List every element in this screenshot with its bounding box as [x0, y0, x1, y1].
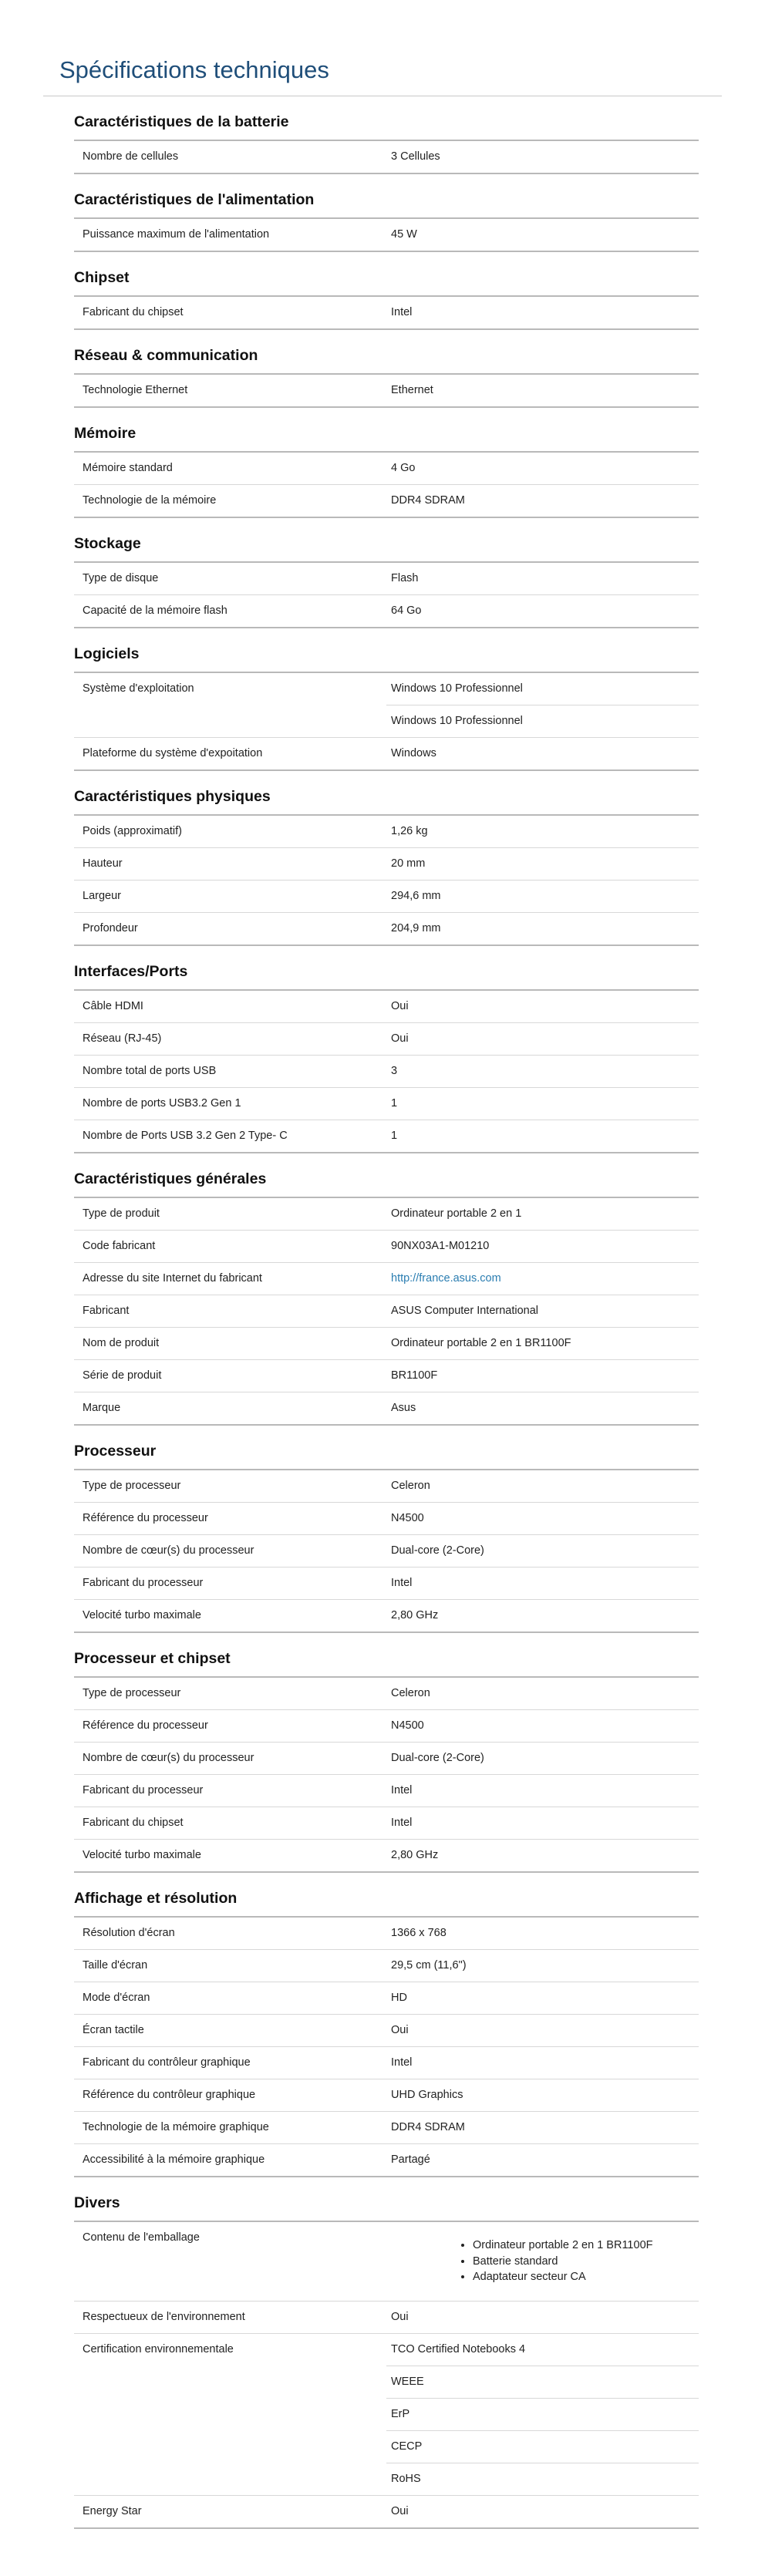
spec-label: Largeur	[83, 890, 121, 902]
section-title: Affichage et résolution	[74, 1890, 238, 1907]
spec-row	[74, 375, 699, 408]
spec-row	[74, 1023, 699, 1056]
spec-label: Nombre de cœur(s) du processeur	[83, 1752, 254, 1764]
spec-values	[386, 1775, 699, 1807]
spec-table	[74, 2221, 699, 2529]
spec-label: Code fabricant	[83, 1240, 156, 1252]
spec-value: Oui	[391, 2310, 409, 2323]
page-title: Spécifications techniques	[59, 56, 329, 83]
spec-row	[74, 219, 699, 252]
spec-label: Nombre de cellules	[83, 150, 179, 163]
spec-value: Windows	[391, 747, 436, 759]
spec-value: N4500	[391, 1719, 424, 1732]
spec-table	[74, 989, 699, 1153]
section-title: Caractéristiques de la batterie	[74, 113, 289, 130]
spec-values	[386, 1023, 699, 1055]
spec-values	[386, 1807, 699, 1839]
spec-value: 20 mm	[391, 857, 426, 870]
spec-values	[386, 991, 699, 1022]
spec-row	[74, 2144, 699, 2177]
spec-values	[386, 738, 699, 769]
spec-values	[386, 2079, 699, 2111]
spec-value: 2,80 GHz	[391, 1609, 439, 1621]
spec-table	[74, 217, 699, 252]
spec-label: Energy Star	[83, 2504, 142, 2517]
spec-row	[74, 2496, 699, 2529]
spec-value: Dual-core (2-Core)	[391, 1752, 484, 1764]
spec-section	[74, 1873, 699, 2177]
spec-values	[386, 1600, 699, 1631]
spec-section	[74, 1426, 699, 1633]
spec-value: 2,80 GHz	[391, 1849, 439, 1861]
spec-row	[74, 1982, 699, 2015]
spec-value: 1366 x 768	[391, 1927, 447, 1939]
spec-row	[74, 1088, 699, 1120]
spec-row	[74, 1295, 699, 1328]
spec-value: 4 Go	[391, 462, 416, 474]
spec-values	[386, 1392, 699, 1424]
spec-section	[74, 771, 699, 946]
spec-values	[386, 1198, 699, 1230]
spec-value: BR1100F	[391, 1369, 438, 1382]
spec-label: Puissance maximum de l'alimentation	[83, 228, 270, 241]
spec-label: Velocité turbo maximale	[83, 1609, 201, 1621]
spec-row	[74, 1678, 699, 1710]
spec-values	[386, 141, 699, 173]
spec-value: N4500	[391, 1512, 424, 1524]
spec-label: Fabricant du contrôleur graphique	[83, 2056, 251, 2069]
spec-value: TCO Certified Notebooks 4	[391, 2342, 526, 2355]
section-title: Caractéristiques générales	[74, 1170, 267, 1187]
spec-label: Adresse du site Internet du fabricant	[83, 1272, 262, 1285]
spec-values	[386, 673, 699, 737]
spec-label: Référence du processeur	[83, 1719, 208, 1732]
spec-label: Fabricant du processeur	[83, 1784, 204, 1796]
spec-label: Fabricant du chipset	[83, 306, 184, 318]
spec-table	[74, 561, 699, 628]
spec-value: Oui	[391, 1000, 409, 1012]
spec-section	[74, 1633, 699, 1873]
spec-row	[74, 1503, 699, 1535]
spec-table	[74, 140, 699, 174]
spec-label: Profondeur	[83, 922, 138, 934]
spec-values	[386, 848, 699, 880]
spec-label: Série de produit	[83, 1369, 162, 1382]
spec-values	[386, 1263, 699, 1295]
spec-value: Dual-core (2-Core)	[391, 1544, 484, 1557]
spec-value: Oui	[391, 2504, 409, 2517]
spec-values	[386, 2015, 699, 2046]
spec-section	[74, 2177, 699, 2529]
spec-label: Nombre de ports USB3.2 Gen 1	[83, 1097, 241, 1110]
spec-section	[74, 330, 699, 408]
spec-label: Poids (approximatif)	[83, 825, 182, 837]
spec-value: Partagé	[391, 2153, 430, 2166]
spec-label: Hauteur	[83, 857, 123, 870]
spec-values	[386, 881, 699, 912]
spec-value: WEEE	[386, 2366, 699, 2398]
spec-values	[386, 2047, 699, 2079]
spec-value: UHD Graphics	[391, 2089, 463, 2101]
spec-row	[74, 2302, 699, 2334]
spec-label: Nombre de Ports USB 3.2 Gen 2 Type- C	[83, 1130, 288, 1142]
spec-values	[386, 1360, 699, 1392]
spec-row	[74, 1360, 699, 1392]
spec-value: 294,6 mm	[391, 890, 441, 902]
spec-label: Velocité turbo maximale	[83, 1849, 201, 1861]
spec-value: Asus	[391, 1402, 416, 1414]
spec-section	[74, 1153, 699, 1426]
spec-values	[386, 485, 699, 517]
manufacturer-website-link[interactable]: http://france.asus.com	[391, 1272, 501, 1285]
spec-values	[386, 1567, 699, 1599]
spec-value: 1	[391, 1097, 398, 1110]
spec-value: Flash	[391, 572, 419, 584]
spec-row	[74, 673, 699, 738]
spec-row	[74, 1807, 699, 1840]
spec-table	[74, 1916, 699, 2177]
spec-section	[74, 252, 699, 330]
spec-value: 45 W	[391, 228, 417, 241]
spec-label: Marque	[83, 1402, 121, 1414]
spec-values	[386, 1982, 699, 2014]
spec-values	[386, 2334, 699, 2495]
spec-row	[74, 1198, 699, 1231]
spec-value: 90NX03A1-M01210	[391, 1240, 490, 1252]
spec-value: DDR4 SDRAM	[391, 2121, 465, 2133]
spec-label: Mémoire standard	[83, 462, 173, 474]
section-title: Mémoire	[74, 425, 136, 442]
spec-values	[386, 2144, 699, 2176]
spec-values	[386, 1056, 699, 1087]
spec-label: Référence du processeur	[83, 1512, 208, 1524]
spec-label: Résolution d'écran	[83, 1927, 175, 1939]
spec-row	[74, 1918, 699, 1950]
spec-value: ErP	[386, 2398, 699, 2430]
spec-row	[74, 1743, 699, 1775]
spec-value: Celeron	[391, 1480, 430, 1492]
spec-label: Type de produit	[83, 1207, 160, 1220]
spec-row	[74, 1600, 699, 1633]
spec-row	[74, 1535, 699, 1567]
spec-values	[386, 375, 699, 406]
spec-value: Oui	[391, 2024, 409, 2036]
spec-row	[74, 1392, 699, 1426]
spec-table	[74, 451, 699, 518]
spec-values	[386, 2222, 699, 2301]
package-contents-list	[386, 2222, 699, 2301]
spec-value: Ordinateur portable 2 en 1	[391, 1207, 522, 1220]
spec-values	[386, 1120, 699, 1152]
list-item: • Batterie standard	[473, 2254, 699, 2270]
spec-value: CECP	[386, 2430, 699, 2463]
spec-row	[74, 1710, 699, 1743]
spec-label: Nombre de cœur(s) du processeur	[83, 1544, 254, 1557]
spec-values	[386, 1535, 699, 1567]
spec-value: 64 Go	[391, 604, 422, 617]
spec-row	[74, 1470, 699, 1503]
spec-sections	[0, 96, 765, 2529]
spec-row	[74, 485, 699, 518]
spec-value: 3 Cellules	[391, 150, 440, 163]
spec-label: Câble HDMI	[83, 1000, 143, 1012]
spec-value: Intel	[391, 1817, 413, 1829]
spec-values	[386, 1710, 699, 1742]
spec-label: Contenu de l'emballage	[83, 2231, 200, 2244]
spec-value: Windows 10 Professionnel	[391, 682, 523, 695]
spec-section	[74, 946, 699, 1153]
spec-value: 1	[391, 1130, 398, 1142]
spec-value: Celeron	[391, 1687, 430, 1699]
spec-row	[74, 1840, 699, 1873]
spec-values	[386, 297, 699, 328]
spec-value: RoHS	[386, 2463, 699, 2495]
spec-label: Type de disque	[83, 572, 159, 584]
spec-values	[386, 2496, 699, 2527]
spec-value: Ordinateur portable 2 en 1 BR1100F	[391, 1337, 571, 1349]
spec-row	[74, 1567, 699, 1600]
spec-label: Fabricant du processeur	[83, 1577, 204, 1589]
spec-label: Taille d'écran	[83, 1959, 148, 1972]
spec-table	[74, 1469, 699, 1633]
spec-row	[74, 1328, 699, 1360]
spec-row	[74, 816, 699, 848]
spec-row	[74, 297, 699, 330]
spec-value: Ethernet	[391, 384, 433, 396]
spec-row	[74, 141, 699, 174]
spec-section	[74, 628, 699, 771]
spec-row	[74, 1263, 699, 1295]
spec-section	[74, 408, 699, 518]
spec-values	[386, 595, 699, 627]
spec-values	[386, 1918, 699, 1949]
spec-values	[386, 563, 699, 594]
spec-values	[386, 913, 699, 945]
spec-values	[386, 1231, 699, 1262]
section-title: Caractéristiques physiques	[74, 788, 271, 805]
spec-row	[74, 881, 699, 913]
spec-label: Type de processeur	[83, 1480, 181, 1492]
section-title: Interfaces/Ports	[74, 963, 188, 980]
spec-label: Certification environnementale	[83, 2342, 234, 2355]
spec-values	[386, 2112, 699, 2143]
spec-value: Windows 10 Professionnel	[386, 705, 699, 737]
section-title: Processeur	[74, 1443, 157, 1460]
spec-row	[74, 453, 699, 485]
spec-row	[74, 1231, 699, 1263]
spec-row	[74, 991, 699, 1023]
spec-table	[74, 373, 699, 408]
spec-value: Intel	[391, 2056, 413, 2069]
spec-values	[386, 1470, 699, 1502]
spec-label: Plateforme du système d'expoitation	[83, 747, 263, 759]
spec-value: ASUS Computer International	[391, 1305, 539, 1317]
spec-table	[74, 1676, 699, 1873]
spec-label: Mode d'écran	[83, 1992, 150, 2004]
spec-label: Type de processeur	[83, 1687, 181, 1699]
spec-row	[74, 595, 699, 628]
spec-value: Intel	[391, 306, 413, 318]
spec-values	[386, 219, 699, 251]
spec-label: Fabricant	[83, 1305, 130, 1317]
spec-row	[74, 1950, 699, 1982]
spec-label: Technologie Ethernet	[83, 384, 188, 396]
spec-label: Technologie de la mémoire	[83, 494, 217, 507]
spec-value: Oui	[391, 1032, 409, 1045]
spec-row	[74, 2079, 699, 2112]
spec-value: 204,9 mm	[391, 922, 441, 934]
spec-row	[74, 848, 699, 881]
spec-row	[74, 2112, 699, 2144]
spec-value: HD	[391, 1992, 407, 2004]
spec-row	[74, 563, 699, 595]
spec-value: 3	[391, 1065, 398, 1077]
spec-values	[386, 1328, 699, 1359]
spec-row	[74, 2047, 699, 2079]
spec-label: Fabricant du chipset	[83, 1817, 184, 1829]
spec-label: Respectueux de l'environnement	[83, 2310, 245, 2323]
spec-values	[386, 1295, 699, 1327]
spec-table	[74, 672, 699, 771]
section-title: Processeur et chipset	[74, 1650, 231, 1667]
spec-label: Écran tactile	[83, 2024, 144, 2036]
spec-row	[74, 1775, 699, 1807]
section-title: Réseau & communication	[74, 347, 258, 364]
list-item: • Adaptateur secteur CA	[473, 2269, 699, 2285]
spec-values	[386, 1840, 699, 1871]
spec-row	[74, 2222, 699, 2302]
spec-values	[386, 1678, 699, 1709]
spec-value: 29,5 cm (11,6")	[391, 1959, 467, 1972]
spec-section	[74, 96, 699, 174]
spec-values	[386, 816, 699, 847]
spec-label: Système d'exploitation	[83, 682, 194, 695]
spec-row	[74, 2334, 699, 2496]
section-title: Chipset	[74, 269, 130, 286]
spec-values	[386, 1088, 699, 1120]
spec-row	[74, 738, 699, 771]
spec-section	[74, 518, 699, 628]
spec-values	[386, 1743, 699, 1774]
spec-row	[74, 1120, 699, 1153]
spec-value: 1,26 kg	[391, 825, 428, 837]
spec-values	[386, 1950, 699, 1982]
spec-table	[74, 295, 699, 330]
spec-table	[74, 814, 699, 946]
spec-row	[74, 1056, 699, 1088]
spec-label: Technologie de la mémoire graphique	[83, 2121, 269, 2133]
spec-row	[74, 2015, 699, 2047]
spec-label: Nom de produit	[83, 1337, 160, 1349]
spec-label: Référence du contrôleur graphique	[83, 2089, 256, 2101]
spec-table	[74, 1197, 699, 1426]
spec-value: DDR4 SDRAM	[391, 494, 465, 507]
section-title: Stockage	[74, 535, 141, 552]
spec-values	[386, 2302, 699, 2333]
spec-values	[386, 1503, 699, 1534]
section-title: Logiciels	[74, 645, 140, 662]
spec-value: Intel	[391, 1577, 413, 1589]
spec-label: Capacité de la mémoire flash	[83, 604, 227, 617]
spec-label: Réseau (RJ-45)	[83, 1032, 162, 1045]
spec-label: Accessibilité à la mémoire graphique	[83, 2153, 265, 2166]
list-item: • Ordinateur portable 2 en 1 BR1100F	[473, 2238, 699, 2254]
spec-section	[74, 174, 699, 252]
spec-value: Intel	[391, 1784, 413, 1796]
spec-values	[386, 453, 699, 484]
spec-label: Nombre total de ports USB	[83, 1065, 217, 1077]
spec-row	[74, 913, 699, 946]
section-title: Divers	[74, 2194, 120, 2211]
section-title: Caractéristiques de l'alimentation	[74, 191, 315, 208]
